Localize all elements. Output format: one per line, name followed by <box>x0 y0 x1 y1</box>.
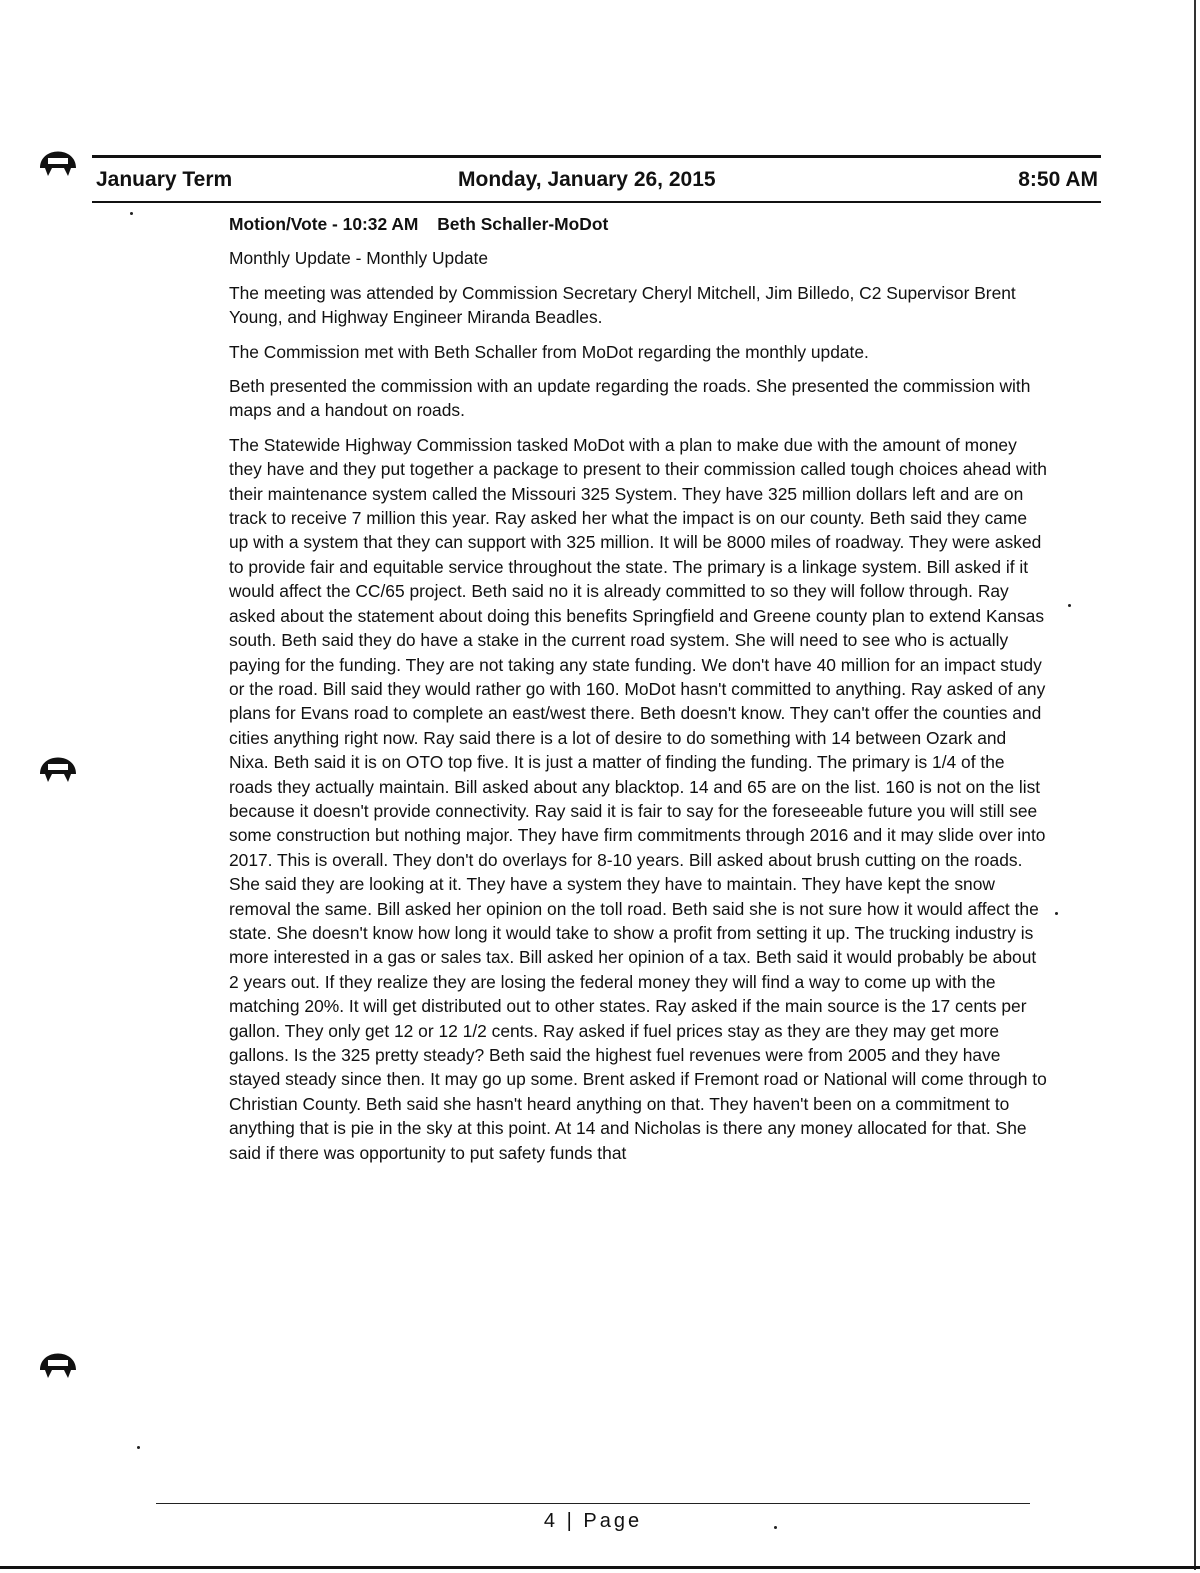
binder-hole-top <box>38 138 78 182</box>
scan-speck <box>1068 604 1071 607</box>
motion-subject: Beth Schaller-MoDot <box>437 214 609 234</box>
scan-speck <box>130 212 133 215</box>
page-header <box>96 164 1098 196</box>
motion-subtitle: Monthly Update - Monthly Update <box>229 248 489 269</box>
scan-speck <box>137 1446 140 1449</box>
motion-time: 10:32 AM <box>342 214 419 234</box>
discussion-paragraph: The Statewide Highway Commission tasked MoDot with a plan to make due with the amount of money they have and they put together a package to present to their commission called tough choices ahead with their maintenance system called the Missouri 325 System. They have 325 million dollars left and are on track to receive 7 million this year. Ray asked her what the impact is on our county. Beth said they came up with a system that they can support with 325 million. It will be 8000 miles of roadway. They were asked to provide fair and equitable service throughout the state. The primary is a linkage system. Bill asked if it would affect the CC/65 project. Beth said no it is already committed to so they will follow through. Ray asked about the statement about doing this benefits Springfield and Greene county plan to extend Kansas south. Beth said they do have a stake in the current road system. She will need to see who is actually paying for the funding. They are not taking any state funding. We don't have 40 million for an impact study or the road. Bill said they would rather go with 160. MoDot hasn't committed to anything. Ray asked of any plans for Evans road to complete an east/west there. Beth doesn't know. They can't offer the counties and cities anything right now. Ray said there is a lot of desire to do something with 14 between Ozark and Nixa. Beth said it is on OTO top five. It is just a matter of finding the funding. The primary is 1/4 of the roads they actually maintain. Bill asked about any blacktop. 14 and 65 are on the list. 160 is not on the list because it doesn't provide connectivity. Ray said it is fair to say for the foreseeable future you will still see some construction but nothing major. They have firm commitments through 2016 and it may slide over into 2017. This is overall. They don't do overlays for 8-10 years. Bill asked about brush cutting on the roads. She said they are looking at it. They have a system they have to maintain. They have kept the snow removal the same. Bill asked her opinion on the toll road. Beth said she is not sure how it would affect the state. She doesn't know how long it would take to show a profit from setting it up. The trucking industry is more interested in a gas or sales tax. Bill asked her opinion of a tax. Beth said it would probably be about 2 years out. If they realize they are losing the federal money they will find a way to come up with the matching 20%. It will get distributed out to other states. Ray asked if the main source is the 17 cents per gallon. They only get 12 or 12 1/2 cents. Ray asked if fuel prices stay as they are they may get more gallons. Is the 325 pretty steady? Beth said the highest fuel revenues were from 2005 and they have stayed steady since then. It may go up some. Brent asked if Fremont road or National will come through to Christian County. Beth said she hasn't heard anything on that. They haven't been on a commitment to anything that is pie in the sky at this point. At 14 and Nicholas is there any money allocated for that. She said if there was opportunity to put safety funds that <box>229 434 1047 1163</box>
presentation-paragraph: Beth presented the commission with an update regarding the roads. She presented the commission with maps and a handout on roads. <box>229 376 1031 421</box>
page-edge-right <box>1194 0 1196 1570</box>
header-rule-top <box>92 155 1101 158</box>
page-edge-bottom <box>0 1566 1200 1569</box>
term-label: January Term <box>96 168 233 191</box>
meeting-time: 8:50 AM <box>1018 168 1098 191</box>
footer-rule <box>156 1503 1030 1504</box>
attendance-paragraph: The meeting was attended by Commission Secretary Cheryl Mitchell, Jim Billedo, C2 Supervisor Brent Young, and Highway Engineer Miranda Beadles. <box>229 282 1016 328</box>
meeting-purpose-paragraph: The Commission met with Beth Schaller from MoDot regarding the monthly update. <box>229 341 869 362</box>
motion-heading <box>229 212 1049 236</box>
scan-speck <box>1055 912 1058 915</box>
header-rule-bottom <box>92 201 1101 203</box>
binder-hole-middle <box>38 744 78 788</box>
minutes-body <box>229 212 1049 1175</box>
meeting-date: Monday, January 26, 2015 <box>458 168 716 191</box>
binder-hole-bottom <box>38 1340 78 1384</box>
motion-label: Motion/Vote - <box>229 214 338 234</box>
page-number: 4 | Page <box>543 1510 643 1532</box>
